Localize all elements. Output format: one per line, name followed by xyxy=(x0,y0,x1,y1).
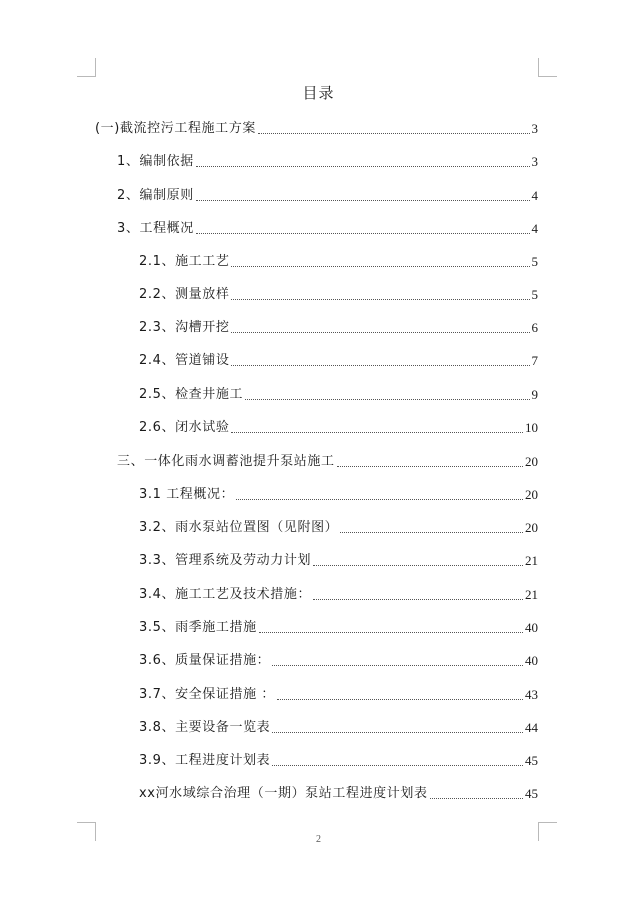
toc-entry-label: 2.2、测量放样 xyxy=(139,287,230,302)
toc-entry-label: 2.6、闭水试验 xyxy=(139,420,230,435)
toc-entry-page: 4 xyxy=(531,188,538,203)
toc-entry-label: 2.1、施工工艺 xyxy=(139,254,230,269)
toc-entry-page: 6 xyxy=(531,320,538,335)
toc-entry-label: 2.4、管道铺设 xyxy=(139,353,230,368)
crop-mark-top-left xyxy=(77,58,96,77)
toc-leader xyxy=(196,165,530,167)
page-number: 2 xyxy=(316,834,321,845)
toc-leader xyxy=(430,797,523,799)
toc-entry[interactable] xyxy=(117,217,538,237)
toc-entry[interactable] xyxy=(139,749,538,769)
toc-entry-label: 2.5、检查井施工 xyxy=(139,387,244,402)
toc-entry[interactable] xyxy=(139,316,538,336)
toc-entry[interactable] xyxy=(139,416,538,436)
toc-entry-page: 40 xyxy=(525,620,538,635)
toc-entry-page: 40 xyxy=(525,653,538,668)
toc-entry-page: 7 xyxy=(531,353,538,368)
toc-leader xyxy=(231,431,523,433)
toc-entry-label: 3.9、工程进度计划表 xyxy=(139,753,271,768)
toc-leader xyxy=(340,531,523,533)
toc-leader xyxy=(258,132,530,134)
toc-leader xyxy=(272,664,523,666)
toc-entry-page: 45 xyxy=(525,786,538,801)
toc-entry[interactable] xyxy=(139,683,538,703)
toc-entry-page: 3 xyxy=(531,121,538,136)
toc-entry-label: 三、一体化雨水调蓄池提升泵站施工 xyxy=(117,454,335,469)
toc-entry[interactable] xyxy=(117,184,538,204)
toc-leader xyxy=(196,232,530,234)
toc-entry-page: 21 xyxy=(525,553,538,568)
toc-leader xyxy=(231,298,529,300)
toc-entry-label: 3.7、安全保证措施 ： xyxy=(139,687,276,702)
toc-leader xyxy=(259,631,523,633)
toc-entry[interactable] xyxy=(139,616,538,636)
toc-entry-label: 3.3、管理系统及劳动力计划 xyxy=(139,553,312,568)
toc-entry-page: 10 xyxy=(525,420,538,435)
toc-entry-label: 3、工程概况 xyxy=(117,221,194,236)
toc-entry-label: 1、编制依据 xyxy=(117,154,194,169)
toc-entry-label: 3.4、施工工艺及技术措施： xyxy=(139,587,312,602)
toc-leader xyxy=(231,265,529,267)
toc-entry[interactable] xyxy=(95,117,538,137)
toc-entry-label: 3.1 工程概况： xyxy=(139,487,235,502)
toc-entry-page: 3 xyxy=(531,154,538,169)
toc-leader xyxy=(313,564,523,566)
toc-entry[interactable] xyxy=(139,516,538,536)
toc-entry-page: 5 xyxy=(531,254,538,269)
crop-mark-top-right xyxy=(538,58,557,77)
toc-title: 目录 xyxy=(302,84,335,102)
toc-entry-label: 3.5、雨季施工措施 xyxy=(139,620,257,635)
toc-leader xyxy=(231,364,529,366)
toc-entry-label: 3.2、雨水泵站位置图（见附图） xyxy=(139,520,339,535)
toc-entry[interactable] xyxy=(139,549,538,569)
toc-leader xyxy=(337,465,523,467)
toc-entry-page: 45 xyxy=(525,753,538,768)
toc-leader xyxy=(231,331,529,333)
toc-entry[interactable] xyxy=(139,250,538,270)
toc-entry[interactable] xyxy=(139,583,538,603)
toc-entry-page: 20 xyxy=(525,487,538,502)
toc-entry-page: 5 xyxy=(531,287,538,302)
toc-entry-page: 4 xyxy=(531,221,538,236)
toc-entry[interactable] xyxy=(139,349,538,369)
toc-entry-label: xx河水域综合治理（一期）泵站工程进度计划表 xyxy=(139,786,428,801)
toc-leader xyxy=(313,598,523,600)
toc-entry[interactable] xyxy=(139,483,538,503)
toc-leader xyxy=(272,764,523,766)
toc-entry[interactable] xyxy=(139,716,538,736)
toc-entry[interactable] xyxy=(139,782,538,802)
toc-entry-label: 3.6、质量保证措施： xyxy=(139,653,271,668)
toc-entry[interactable] xyxy=(139,649,538,669)
toc-entry-page: 9 xyxy=(531,387,538,402)
toc-leader xyxy=(196,199,530,201)
toc-entry-page: 20 xyxy=(525,520,538,535)
toc-entry[interactable] xyxy=(139,383,538,403)
toc-entry-label: (一)截流控污工程施工方案 xyxy=(95,121,256,136)
toc-entry-page: 21 xyxy=(525,587,538,602)
toc-entry-page: 44 xyxy=(525,720,538,735)
toc-leader xyxy=(272,731,523,733)
toc-entry-label: 2.3、沟槽开挖 xyxy=(139,320,230,335)
toc-entry[interactable] xyxy=(117,150,538,170)
toc-leader xyxy=(245,398,529,400)
toc-entry-page: 43 xyxy=(525,687,538,702)
toc-leader xyxy=(277,698,523,700)
toc-entry-label: 2、编制原则 xyxy=(117,188,194,203)
toc-entry[interactable] xyxy=(139,283,538,303)
toc-leader xyxy=(236,498,523,500)
toc-entry-label: 3.8、主要设备一览表 xyxy=(139,720,271,735)
toc-entry-page: 20 xyxy=(525,454,538,469)
toc-entry[interactable] xyxy=(117,450,538,470)
